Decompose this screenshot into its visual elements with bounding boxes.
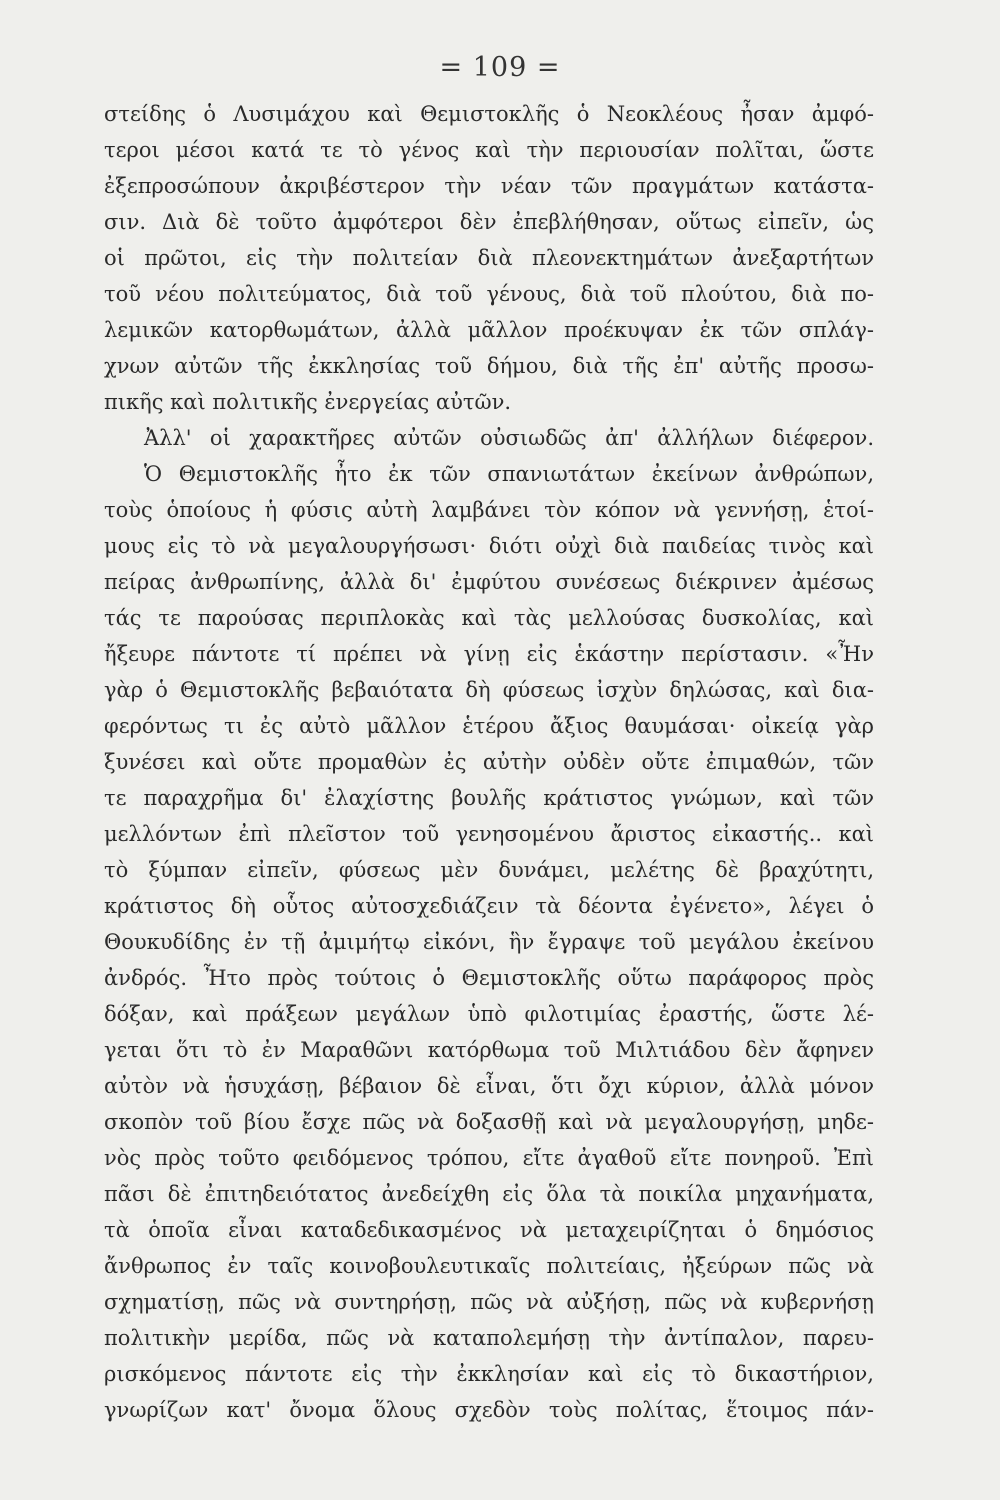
text-line: ἐξεπροσώπουν ἀκριβέστερον τὴν νέαν τῶν πραγμάτων κατάστα- xyxy=(104,174,874,198)
text-line: πικῆς καὶ πολιτικῆς ἐνεργείας αὐτῶν. xyxy=(104,390,512,414)
text-line: τε παραχρῆμα δι' ἐλαχίστης βουλῆς κράτιστος γνώμων, καὶ τῶν xyxy=(104,786,874,810)
text-line: ξυνέσει καὶ οὔτε προμαθὼν ἐς αὐτὴν οὐδὲν οὔτε ἐπιμαθών, τῶν xyxy=(104,750,874,774)
text-line: αὐτὸν νὰ ἡσυχάσῃ, βέβαιον δὲ εἶναι, ὅτι ὄχι κύριον, ἀλλὰ μόνον xyxy=(104,1074,874,1098)
text-line: πείρας ἀνθρωπίνης, ἀλλὰ δι' ἐμφύτου συνέσεως διέκρινεν ἀμέσως xyxy=(104,570,874,594)
text-line: τοῦ νέου πολιτεύματος, διὰ τοῦ γένους, διὰ τοῦ πλούτου, διὰ πο- xyxy=(104,282,874,306)
text-line: δόξαν, καὶ πράξεων μεγάλων ὑπὸ φιλοτιμίας ἐραστής, ὥστε λέ- xyxy=(104,1002,874,1026)
text-line: στείδης ὁ Λυσιμάχου καὶ Θεμιστοκλῆς ὁ Νεοκλέους ἦσαν ἀμφό- xyxy=(104,102,874,126)
text-line: ἄνθρωπος ἐν ταῖς κοινοβουλευτικαῖς πολιτείαις, ἠξεύρων πῶς νὰ xyxy=(104,1254,874,1278)
text-line: πᾶσι δὲ ἐπιτηδειότατος ἀνεδείχθη εἰς ὅλα τὰ ποικίλα μηχανήματα, xyxy=(104,1182,874,1206)
text-line: γὰρ ὁ Θεμιστοκλῆς βεβαιότατα δὴ φύσεως ἰσχὺν δηλώσας, καὶ δια- xyxy=(104,678,874,702)
body-text xyxy=(104,96,874,1428)
text-line: χνων αὐτῶν τῆς ἐκκλησίας τοῦ δήμου, διὰ τῆς ἐπ' αὐτῆς προσω- xyxy=(104,354,874,378)
page-number: = 109 = xyxy=(439,52,561,83)
text-line: φερόντως τι ἐς αὐτὸ μᾶλλον ἑτέρου ἄξιος θαυμάσαι· οἰκείᾳ γὰρ xyxy=(104,714,874,738)
text-line: τὸ ξύμπαν εἰπεῖν, φύσεως μὲν δυνάμει, μελέτης δὲ βραχύτητι, xyxy=(104,858,874,882)
text-line: λεμικῶν κατορθωμάτων, ἀλλὰ μᾶλλον προέκυψαν ἐκ τῶν σπλάγ- xyxy=(104,318,874,342)
text-line: μους εἰς τὸ νὰ μεγαλουργήσωσι· διότι οὐχὶ διὰ παιδείας τινὸς καὶ xyxy=(104,534,874,558)
text-line: σιν. Διὰ δὲ τοῦτο ἀμφότεροι δὲν ἐπεβλήθησαν, οὕτως εἰπεῖν, ὡς xyxy=(104,210,874,234)
paragraph-start-line: Ὁ Θεμιστοκλῆς ἦτο ἐκ τῶν σπανιωτάτων ἐκείνων ἀνθρώπων, xyxy=(144,462,874,486)
text-line: γνωρίζων κατ' ὄνομα ὅλους σχεδὸν τοὺς πολίτας, ἕτοιμος πάν- xyxy=(104,1398,874,1422)
text-line: πολιτικὴν μερίδα, πῶς νὰ καταπολεμήσῃ τὴν ἀντίπαλον, παρευ- xyxy=(104,1326,874,1350)
text-line: σχηματίσῃ, πῶς νὰ συντηρήσῃ, πῶς νὰ αὐξήσῃ, πῶς νὰ κυβερνήσῃ xyxy=(104,1290,874,1314)
paragraph-start-line: Ἀλλ' οἱ χαρακτῆρες αὐτῶν οὐσιωδῶς ἀπ' ἀλλήλων διέφερον. xyxy=(144,426,874,450)
text-line: ἀνδρός. Ἦτο πρὸς τούτοις ὁ Θεμιστοκλῆς οὕτω παράφορος πρὸς xyxy=(104,966,874,990)
text-line: νὸς πρὸς τοῦτο φειδόμενος τρόπου, εἴτε ἀγαθοῦ εἴτε πονηροῦ. Ἐπὶ xyxy=(104,1146,874,1170)
text-line: οἱ πρῶτοι, εἰς τὴν πολιτείαν διὰ πλεονεκτημάτων ἀνεξαρτήτων xyxy=(104,246,874,270)
text-line: Θουκυδίδης ἐν τῇ ἀμιμήτῳ εἰκόνι, ἣν ἔγραψε τοῦ μεγάλου ἐκείνου xyxy=(104,930,874,954)
text-line: σκοπὸν τοῦ βίου ἔσχε πῶς νὰ δοξασθῇ καὶ νὰ μεγαλουργήσῃ, μηδε- xyxy=(104,1110,874,1134)
text-line: ἤξευρε πάντοτε τί πρέπει νὰ γίνῃ εἰς ἑκάστην περίστασιν. «Ἦν xyxy=(104,642,874,666)
text-line: τὰ ὁποῖα εἶναι καταδεδικασμένος νὰ μεταχειρίζηται ὁ δημόσιος xyxy=(104,1218,874,1242)
text-line: τεροι μέσοι κατά τε τὸ γένος καὶ τὴν περιουσίαν πολῖται, ὥστε xyxy=(104,138,874,162)
text-line: μελλόντων ἐπὶ πλεῖστον τοῦ γενησομένου ἄριστος εἰκαστής.. καὶ xyxy=(104,822,874,846)
text-line: τάς τε παρούσας περιπλοκὰς καὶ τὰς μελλούσας δυσκολίας, καὶ xyxy=(104,606,874,630)
text-line: τοὺς ὁποίους ἡ φύσις αὐτὴ λαμβάνει τὸν κόπον νὰ γεννήσῃ, ἑτοί- xyxy=(104,498,874,522)
text-line: γεται ὅτι τὸ ἐν Μαραθῶνι κατόρθωμα τοῦ Μιλτιάδου δὲν ἄφηνεν xyxy=(104,1038,874,1062)
text-line: ρισκόμενος πάντοτε εἰς τὴν ἐκκλησίαν καὶ εἰς τὸ δικαστήριον, xyxy=(104,1362,874,1386)
text-line: κράτιστος δὴ οὗτος αὐτοσχεδιάζειν τὰ δέοντα ἐγένετο», λέγει ὁ xyxy=(104,894,874,918)
